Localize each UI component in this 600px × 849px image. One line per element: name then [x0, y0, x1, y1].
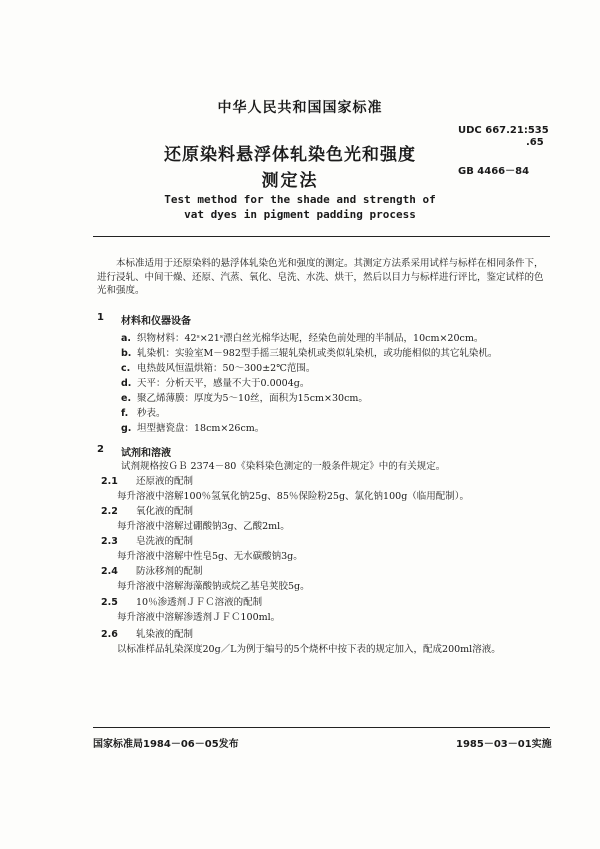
udc-line2: .65: [526, 137, 544, 148]
item-letter: a.: [121, 333, 132, 344]
subsection-title: 皂洗液的配制: [136, 536, 194, 547]
subsection-text: 每升溶液中溶解过硼酸钠3g、乙酸2ml。: [117, 521, 290, 532]
item-letter: f.: [121, 408, 129, 419]
subsection-number: 2.5: [101, 597, 118, 608]
subsection-title: 还原液的配制: [136, 476, 194, 487]
item-text: 织物材料：42ˢ×21ˢ漂白丝光棉华达呢，经染色前处理的半制品，10cm×20cm。: [137, 333, 484, 344]
subsection-title: 轧染液的配制: [136, 629, 194, 640]
english-title-line2: vat dyes in pigment padding process: [184, 208, 416, 221]
item-text: 聚乙烯薄膜：厚度为5～10丝，面积为15cm×30cm。: [137, 393, 368, 404]
header-divider: [93, 236, 550, 237]
item-letter: b.: [121, 348, 132, 359]
section2-intro: 试剂规格按ＧＢ 2374－80《染料染色测定的一般条件规定》中的有关规定。: [121, 461, 446, 472]
subsection-number: 2.3: [101, 536, 118, 547]
item-letter: g.: [121, 423, 132, 434]
subsection-title: 防泳移剂的配制: [136, 566, 203, 577]
item-letter: e.: [121, 393, 132, 404]
item-text: 轧染机：实验室M－982型手摇三辊轧染机或类似轧染机，或功能相似的其它轧染机。: [137, 348, 498, 359]
document-title-line1: 还原染料悬浮体轧染色光和强度: [164, 145, 416, 165]
section1-number: 1: [97, 312, 104, 323]
item-text: 天平：分析天平，感量不大于0.0004g。: [137, 378, 310, 389]
effective-date: 1985－03－01实施: [456, 739, 552, 750]
subsection-text: 每升溶液中溶解海藻酸钠或烷乙基皂荚胶5g。: [117, 581, 310, 592]
section2-number: 2: [97, 444, 104, 455]
subsection-title: 10％渗透剂ＪＦＣ溶液的配制: [136, 597, 263, 608]
item-text: 秒表。: [137, 408, 166, 419]
subsection-number: 2.2: [101, 506, 118, 517]
issue-date: 国家标准局1984－06－05发布: [93, 739, 239, 750]
subsection-number: 2.4: [101, 566, 118, 577]
section1-title: 材料和仪器设备: [121, 316, 191, 327]
gb-number: GB 4466－84: [458, 166, 530, 177]
intro-paragraph: 本标准适用于还原染料的悬浮体轧染色光和强度的测定。其测定方法系采用试样与标样在相同条件下，进行浸轧、中间干燥、还原、汽蒸、氧化、皂洗、水洗、烘干，然后以目力与标样进行评比，鉴定试样的色光和强度。: [97, 258, 544, 296]
subsection-text: 每升溶液中溶解中性皂5g、无水碳酸钠3g。: [117, 551, 303, 562]
subsection-number: 2.6: [101, 629, 118, 640]
item-letter: c.: [121, 363, 131, 374]
subsection-text: 每升溶液中溶解渗透剂ＪＦＣ100ml。: [117, 612, 281, 623]
udc-line1: UDC 667.21:535: [458, 125, 549, 136]
footer-divider: [93, 727, 550, 728]
item-text: 坦型搪瓷盘：18cm×26cm。: [137, 423, 265, 434]
item-text: 电热鼓风恒温烘箱：50～300±2℃范围。: [137, 363, 316, 374]
item-letter: d.: [121, 378, 132, 389]
subsection-text: 以标准样品轧染深度20g／L为例于编号的5个烧杯中按下表的规定加入，配成200ml溶液。: [117, 644, 501, 655]
subsection-number: 2.1: [101, 476, 118, 487]
document-title-line2: 测定法: [261, 171, 319, 191]
udc-code: [458, 125, 549, 149]
subsection-title: 氧化液的配制: [136, 506, 194, 517]
subsection-text: 每升溶液中溶解100％氢氧化钠25g、85％保险粉25g、氯化钠100g（临用配制）。: [117, 491, 470, 502]
section2-title: 试剂和溶液: [121, 448, 171, 459]
english-title-line1: Test method for the shade and strength of: [164, 193, 436, 206]
national-standard-heading: 中华人民共和国国家标准: [217, 100, 383, 116]
